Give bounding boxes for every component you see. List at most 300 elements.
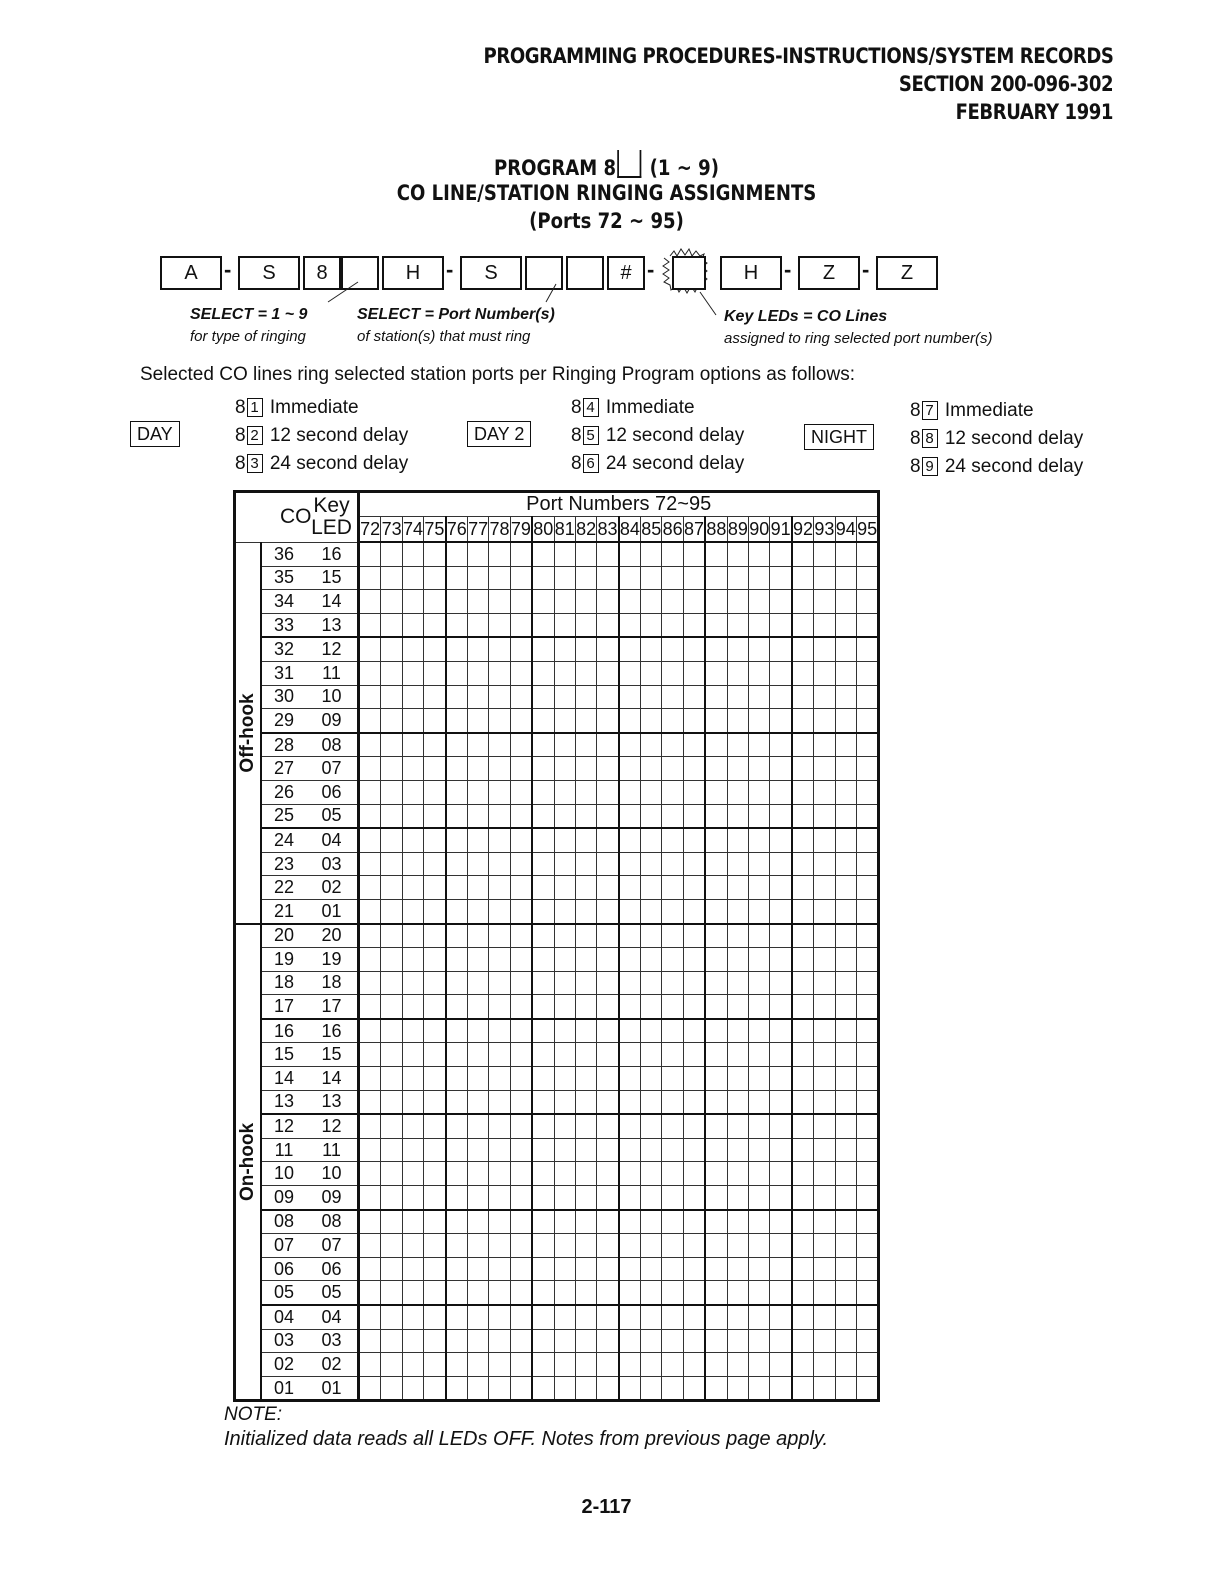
- assignment-cell[interactable]: [424, 1138, 446, 1162]
- assignment-cell[interactable]: [619, 637, 641, 661]
- assignment-cell[interactable]: [641, 685, 662, 709]
- assignment-cell[interactable]: [359, 1281, 381, 1305]
- assignment-cell[interactable]: [597, 542, 619, 566]
- assignment-cell[interactable]: [575, 661, 596, 685]
- assignment-cell[interactable]: [402, 613, 423, 637]
- assignment-cell[interactable]: [727, 709, 748, 733]
- assignment-cell[interactable]: [856, 1138, 878, 1162]
- assignment-cell[interactable]: [856, 876, 878, 900]
- assignment-cell[interactable]: [835, 1186, 856, 1210]
- assignment-cell[interactable]: [424, 828, 446, 852]
- assignment-cell[interactable]: [792, 1043, 814, 1067]
- assignment-cell[interactable]: [446, 1329, 468, 1353]
- assignment-cell[interactable]: [683, 1162, 705, 1186]
- assignment-cell[interactable]: [532, 1114, 554, 1138]
- assignment-cell[interactable]: [597, 1305, 619, 1329]
- assignment-cell[interactable]: [749, 637, 770, 661]
- assignment-cell[interactable]: [619, 852, 641, 876]
- assignment-cell[interactable]: [856, 948, 878, 972]
- assignment-cell[interactable]: [381, 995, 402, 1019]
- assignment-cell[interactable]: [749, 590, 770, 614]
- assignment-cell[interactable]: [641, 637, 662, 661]
- assignment-cell[interactable]: [446, 590, 468, 614]
- assignment-cell[interactable]: [683, 613, 705, 637]
- assignment-cell[interactable]: [489, 828, 510, 852]
- assignment-cell[interactable]: [835, 1353, 856, 1377]
- assignment-cell[interactable]: [705, 1043, 727, 1067]
- assignment-cell[interactable]: [705, 1210, 727, 1234]
- assignment-cell[interactable]: [770, 1186, 792, 1210]
- assignment-cell[interactable]: [705, 685, 727, 709]
- assignment-cell[interactable]: [597, 590, 619, 614]
- assignment-cell[interactable]: [467, 876, 488, 900]
- assignment-cell[interactable]: [381, 1305, 402, 1329]
- assignment-cell[interactable]: [856, 1067, 878, 1091]
- assignment-cell[interactable]: [856, 1114, 878, 1138]
- assignment-cell[interactable]: [402, 1067, 423, 1091]
- assignment-cell[interactable]: [835, 804, 856, 828]
- assignment-cell[interactable]: [814, 876, 835, 900]
- assignment-cell[interactable]: [641, 852, 662, 876]
- assignment-cell[interactable]: [424, 1043, 446, 1067]
- assignment-cell[interactable]: [575, 924, 596, 948]
- assignment-cell[interactable]: [402, 852, 423, 876]
- assignment-cell[interactable]: [792, 1186, 814, 1210]
- assignment-cell[interactable]: [619, 995, 641, 1019]
- assignment-cell[interactable]: [814, 1305, 835, 1329]
- assignment-cell[interactable]: [359, 780, 381, 804]
- assignment-cell[interactable]: [424, 1067, 446, 1091]
- assignment-cell[interactable]: [532, 1210, 554, 1234]
- assignment-cell[interactable]: [532, 804, 554, 828]
- assignment-cell[interactable]: [641, 995, 662, 1019]
- assignment-cell[interactable]: [554, 733, 575, 757]
- assignment-cell[interactable]: [446, 924, 468, 948]
- assignment-cell[interactable]: [446, 661, 468, 685]
- assignment-cell[interactable]: [467, 852, 488, 876]
- assignment-cell[interactable]: [619, 566, 641, 590]
- assignment-cell[interactable]: [683, 1067, 705, 1091]
- assignment-cell[interactable]: [489, 899, 510, 923]
- assignment-cell[interactable]: [467, 733, 488, 757]
- assignment-cell[interactable]: [641, 1043, 662, 1067]
- assignment-cell[interactable]: [619, 542, 641, 566]
- assignment-cell[interactable]: [575, 1162, 596, 1186]
- assignment-cell[interactable]: [489, 566, 510, 590]
- assignment-cell[interactable]: [705, 852, 727, 876]
- assignment-cell[interactable]: [662, 661, 683, 685]
- assignment-cell[interactable]: [770, 757, 792, 781]
- assignment-cell[interactable]: [792, 1353, 814, 1377]
- assignment-cell[interactable]: [510, 852, 532, 876]
- assignment-cell[interactable]: [792, 780, 814, 804]
- assignment-cell[interactable]: [814, 1162, 835, 1186]
- assignment-cell[interactable]: [792, 1376, 814, 1401]
- assignment-cell[interactable]: [727, 995, 748, 1019]
- assignment-cell[interactable]: [792, 637, 814, 661]
- assignment-cell[interactable]: [467, 995, 488, 1019]
- assignment-cell[interactable]: [749, 828, 770, 852]
- assignment-cell[interactable]: [424, 661, 446, 685]
- assignment-cell[interactable]: [575, 876, 596, 900]
- assignment-cell[interactable]: [424, 1210, 446, 1234]
- assignment-cell[interactable]: [662, 709, 683, 733]
- assignment-cell[interactable]: [446, 1281, 468, 1305]
- assignment-cell[interactable]: [792, 971, 814, 995]
- assignment-cell[interactable]: [727, 1138, 748, 1162]
- assignment-cell[interactable]: [510, 1138, 532, 1162]
- assignment-cell[interactable]: [575, 1234, 596, 1258]
- assignment-cell[interactable]: [856, 1305, 878, 1329]
- assignment-cell[interactable]: [532, 1162, 554, 1186]
- assignment-cell[interactable]: [662, 733, 683, 757]
- assignment-cell[interactable]: [510, 1234, 532, 1258]
- assignment-cell[interactable]: [814, 1210, 835, 1234]
- assignment-cell[interactable]: [424, 948, 446, 972]
- assignment-cell[interactable]: [381, 1114, 402, 1138]
- assignment-cell[interactable]: [770, 709, 792, 733]
- assignment-cell[interactable]: [705, 1353, 727, 1377]
- assignment-cell[interactable]: [424, 1090, 446, 1114]
- assignment-cell[interactable]: [402, 1114, 423, 1138]
- assignment-cell[interactable]: [575, 1257, 596, 1281]
- assignment-cell[interactable]: [662, 948, 683, 972]
- assignment-cell[interactable]: [770, 1090, 792, 1114]
- assignment-cell[interactable]: [467, 685, 488, 709]
- assignment-cell[interactable]: [489, 685, 510, 709]
- assignment-cell[interactable]: [446, 733, 468, 757]
- assignment-cell[interactable]: [727, 1162, 748, 1186]
- assignment-cell[interactable]: [835, 590, 856, 614]
- assignment-cell[interactable]: [489, 542, 510, 566]
- assignment-cell[interactable]: [749, 1138, 770, 1162]
- assignment-cell[interactable]: [683, 1138, 705, 1162]
- assignment-cell[interactable]: [619, 1234, 641, 1258]
- assignment-cell[interactable]: [489, 757, 510, 781]
- assignment-cell[interactable]: [727, 804, 748, 828]
- assignment-cell[interactable]: [554, 1138, 575, 1162]
- assignment-cell[interactable]: [554, 1090, 575, 1114]
- assignment-cell[interactable]: [532, 852, 554, 876]
- assignment-cell[interactable]: [749, 1257, 770, 1281]
- assignment-cell[interactable]: [532, 661, 554, 685]
- assignment-cell[interactable]: [597, 1090, 619, 1114]
- assignment-cell[interactable]: [727, 637, 748, 661]
- assignment-cell[interactable]: [489, 1138, 510, 1162]
- assignment-cell[interactable]: [467, 899, 488, 923]
- assignment-cell[interactable]: [554, 1067, 575, 1091]
- assignment-cell[interactable]: [510, 1329, 532, 1353]
- assignment-cell[interactable]: [619, 1114, 641, 1138]
- assignment-cell[interactable]: [619, 1019, 641, 1043]
- assignment-cell[interactable]: [402, 757, 423, 781]
- assignment-cell[interactable]: [770, 924, 792, 948]
- assignment-cell[interactable]: [749, 685, 770, 709]
- assignment-cell[interactable]: [402, 1043, 423, 1067]
- assignment-cell[interactable]: [554, 852, 575, 876]
- assignment-cell[interactable]: [467, 1329, 488, 1353]
- assignment-cell[interactable]: [575, 1090, 596, 1114]
- assignment-cell[interactable]: [792, 899, 814, 923]
- assignment-cell[interactable]: [381, 876, 402, 900]
- assignment-cell[interactable]: [381, 1162, 402, 1186]
- assignment-cell[interactable]: [467, 1376, 488, 1401]
- assignment-cell[interactable]: [402, 637, 423, 661]
- assignment-cell[interactable]: [575, 709, 596, 733]
- assignment-cell[interactable]: [619, 1257, 641, 1281]
- assignment-cell[interactable]: [424, 757, 446, 781]
- assignment-cell[interactable]: [749, 733, 770, 757]
- assignment-cell[interactable]: [856, 590, 878, 614]
- assignment-cell[interactable]: [381, 899, 402, 923]
- assignment-cell[interactable]: [381, 733, 402, 757]
- assignment-cell[interactable]: [705, 1138, 727, 1162]
- assignment-cell[interactable]: [641, 971, 662, 995]
- assignment-cell[interactable]: [619, 804, 641, 828]
- assignment-cell[interactable]: [705, 1019, 727, 1043]
- assignment-cell[interactable]: [705, 661, 727, 685]
- assignment-cell[interactable]: [641, 780, 662, 804]
- assignment-cell[interactable]: [814, 971, 835, 995]
- assignment-cell[interactable]: [489, 948, 510, 972]
- assignment-cell[interactable]: [641, 1138, 662, 1162]
- assignment-cell[interactable]: [489, 1353, 510, 1377]
- assignment-cell[interactable]: [770, 1138, 792, 1162]
- assignment-cell[interactable]: [856, 709, 878, 733]
- assignment-cell[interactable]: [597, 637, 619, 661]
- assignment-cell[interactable]: [597, 1138, 619, 1162]
- assignment-cell[interactable]: [467, 1138, 488, 1162]
- assignment-cell[interactable]: [749, 948, 770, 972]
- assignment-cell[interactable]: [381, 804, 402, 828]
- assignment-cell[interactable]: [683, 685, 705, 709]
- assignment-cell[interactable]: [770, 804, 792, 828]
- assignment-cell[interactable]: [467, 1090, 488, 1114]
- assignment-cell[interactable]: [770, 1114, 792, 1138]
- assignment-cell[interactable]: [575, 1281, 596, 1305]
- assignment-cell[interactable]: [770, 1019, 792, 1043]
- assignment-cell[interactable]: [489, 1162, 510, 1186]
- assignment-cell[interactable]: [705, 828, 727, 852]
- assignment-cell[interactable]: [662, 1162, 683, 1186]
- assignment-cell[interactable]: [683, 757, 705, 781]
- assignment-cell[interactable]: [467, 1114, 488, 1138]
- assignment-cell[interactable]: [792, 590, 814, 614]
- assignment-cell[interactable]: [575, 971, 596, 995]
- assignment-cell[interactable]: [770, 852, 792, 876]
- assignment-cell[interactable]: [835, 1281, 856, 1305]
- assignment-cell[interactable]: [381, 685, 402, 709]
- assignment-cell[interactable]: [510, 1257, 532, 1281]
- assignment-cell[interactable]: [835, 828, 856, 852]
- assignment-cell[interactable]: [381, 1043, 402, 1067]
- assignment-cell[interactable]: [749, 1019, 770, 1043]
- assignment-cell[interactable]: [705, 637, 727, 661]
- assignment-cell[interactable]: [402, 876, 423, 900]
- assignment-cell[interactable]: [575, 899, 596, 923]
- assignment-cell[interactable]: [835, 757, 856, 781]
- assignment-cell[interactable]: [641, 948, 662, 972]
- assignment-cell[interactable]: [727, 757, 748, 781]
- assignment-cell[interactable]: [705, 590, 727, 614]
- assignment-cell[interactable]: [575, 1305, 596, 1329]
- assignment-cell[interactable]: [641, 757, 662, 781]
- assignment-cell[interactable]: [424, 1353, 446, 1377]
- assignment-cell[interactable]: [402, 733, 423, 757]
- assignment-cell[interactable]: [814, 852, 835, 876]
- assignment-cell[interactable]: [359, 566, 381, 590]
- assignment-cell[interactable]: [727, 948, 748, 972]
- assignment-cell[interactable]: [814, 1043, 835, 1067]
- assignment-cell[interactable]: [662, 566, 683, 590]
- assignment-cell[interactable]: [856, 637, 878, 661]
- assignment-cell[interactable]: [856, 1210, 878, 1234]
- assignment-cell[interactable]: [424, 542, 446, 566]
- assignment-cell[interactable]: [856, 613, 878, 637]
- assignment-cell[interactable]: [856, 566, 878, 590]
- assignment-cell[interactable]: [705, 566, 727, 590]
- assignment-cell[interactable]: [532, 1043, 554, 1067]
- assignment-cell[interactable]: [683, 1353, 705, 1377]
- assignment-cell[interactable]: [770, 828, 792, 852]
- assignment-cell[interactable]: [856, 828, 878, 852]
- assignment-cell[interactable]: [792, 757, 814, 781]
- assignment-cell[interactable]: [510, 1210, 532, 1234]
- assignment-cell[interactable]: [814, 1353, 835, 1377]
- assignment-cell[interactable]: [381, 1281, 402, 1305]
- assignment-cell[interactable]: [532, 709, 554, 733]
- assignment-cell[interactable]: [749, 661, 770, 685]
- assignment-cell[interactable]: [532, 780, 554, 804]
- assignment-cell[interactable]: [705, 876, 727, 900]
- assignment-cell[interactable]: [510, 995, 532, 1019]
- assignment-cell[interactable]: [446, 1090, 468, 1114]
- assignment-cell[interactable]: [727, 1353, 748, 1377]
- assignment-cell[interactable]: [554, 971, 575, 995]
- assignment-cell[interactable]: [749, 1376, 770, 1401]
- assignment-cell[interactable]: [727, 1305, 748, 1329]
- assignment-cell[interactable]: [662, 1043, 683, 1067]
- assignment-cell[interactable]: [359, 948, 381, 972]
- assignment-cell[interactable]: [510, 1043, 532, 1067]
- assignment-cell[interactable]: [641, 590, 662, 614]
- assignment-cell[interactable]: [381, 780, 402, 804]
- assignment-cell[interactable]: [792, 1281, 814, 1305]
- assignment-cell[interactable]: [532, 637, 554, 661]
- assignment-cell[interactable]: [641, 828, 662, 852]
- assignment-cell[interactable]: [770, 1234, 792, 1258]
- assignment-cell[interactable]: [359, 1305, 381, 1329]
- assignment-cell[interactable]: [554, 899, 575, 923]
- assignment-cell[interactable]: [856, 899, 878, 923]
- assignment-cell[interactable]: [359, 590, 381, 614]
- assignment-cell[interactable]: [532, 899, 554, 923]
- assignment-cell[interactable]: [792, 995, 814, 1019]
- assignment-cell[interactable]: [532, 1090, 554, 1114]
- assignment-cell[interactable]: [467, 757, 488, 781]
- assignment-cell[interactable]: [662, 637, 683, 661]
- assignment-cell[interactable]: [705, 733, 727, 757]
- assignment-cell[interactable]: [770, 995, 792, 1019]
- assignment-cell[interactable]: [619, 733, 641, 757]
- assignment-cell[interactable]: [683, 924, 705, 948]
- assignment-cell[interactable]: [770, 733, 792, 757]
- assignment-cell[interactable]: [619, 924, 641, 948]
- assignment-cell[interactable]: [662, 1114, 683, 1138]
- assignment-cell[interactable]: [641, 1329, 662, 1353]
- assignment-cell[interactable]: [489, 1257, 510, 1281]
- assignment-cell[interactable]: [402, 1186, 423, 1210]
- assignment-cell[interactable]: [575, 685, 596, 709]
- assignment-cell[interactable]: [619, 1353, 641, 1377]
- assignment-cell[interactable]: [662, 685, 683, 709]
- assignment-cell[interactable]: [662, 828, 683, 852]
- assignment-cell[interactable]: [597, 1257, 619, 1281]
- assignment-cell[interactable]: [856, 1162, 878, 1186]
- assignment-cell[interactable]: [402, 542, 423, 566]
- assignment-cell[interactable]: [749, 876, 770, 900]
- assignment-cell[interactable]: [597, 995, 619, 1019]
- assignment-cell[interactable]: [705, 780, 727, 804]
- assignment-cell[interactable]: [662, 1186, 683, 1210]
- assignment-cell[interactable]: [489, 1019, 510, 1043]
- assignment-cell[interactable]: [814, 995, 835, 1019]
- assignment-cell[interactable]: [662, 613, 683, 637]
- assignment-cell[interactable]: [467, 971, 488, 995]
- assignment-cell[interactable]: [554, 828, 575, 852]
- assignment-cell[interactable]: [770, 876, 792, 900]
- assignment-cell[interactable]: [467, 1257, 488, 1281]
- assignment-cell[interactable]: [727, 780, 748, 804]
- assignment-cell[interactable]: [402, 924, 423, 948]
- assignment-cell[interactable]: [575, 1353, 596, 1377]
- assignment-cell[interactable]: [662, 804, 683, 828]
- assignment-cell[interactable]: [597, 733, 619, 757]
- assignment-cell[interactable]: [510, 1376, 532, 1401]
- assignment-cell[interactable]: [705, 757, 727, 781]
- assignment-cell[interactable]: [683, 804, 705, 828]
- assignment-cell[interactable]: [792, 733, 814, 757]
- assignment-cell[interactable]: [575, 852, 596, 876]
- assignment-cell[interactable]: [856, 1186, 878, 1210]
- assignment-cell[interactable]: [597, 661, 619, 685]
- assignment-cell[interactable]: [749, 1329, 770, 1353]
- assignment-cell[interactable]: [446, 876, 468, 900]
- assignment-cell[interactable]: [814, 757, 835, 781]
- assignment-cell[interactable]: [749, 852, 770, 876]
- assignment-cell[interactable]: [597, 899, 619, 923]
- assignment-cell[interactable]: [597, 613, 619, 637]
- assignment-cell[interactable]: [641, 1114, 662, 1138]
- assignment-cell[interactable]: [381, 1019, 402, 1043]
- assignment-cell[interactable]: [662, 1210, 683, 1234]
- assignment-cell[interactable]: [641, 709, 662, 733]
- assignment-cell[interactable]: [662, 995, 683, 1019]
- assignment-cell[interactable]: [402, 828, 423, 852]
- assignment-cell[interactable]: [792, 1329, 814, 1353]
- assignment-cell[interactable]: [424, 1257, 446, 1281]
- assignment-cell[interactable]: [510, 661, 532, 685]
- assignment-cell[interactable]: [814, 1114, 835, 1138]
- assignment-cell[interactable]: [619, 1043, 641, 1067]
- assignment-cell[interactable]: [446, 1019, 468, 1043]
- assignment-cell[interactable]: [532, 1186, 554, 1210]
- assignment-cell[interactable]: [554, 613, 575, 637]
- assignment-cell[interactable]: [554, 566, 575, 590]
- assignment-cell[interactable]: [402, 1090, 423, 1114]
- assignment-cell[interactable]: [575, 1329, 596, 1353]
- assignment-cell[interactable]: [467, 1043, 488, 1067]
